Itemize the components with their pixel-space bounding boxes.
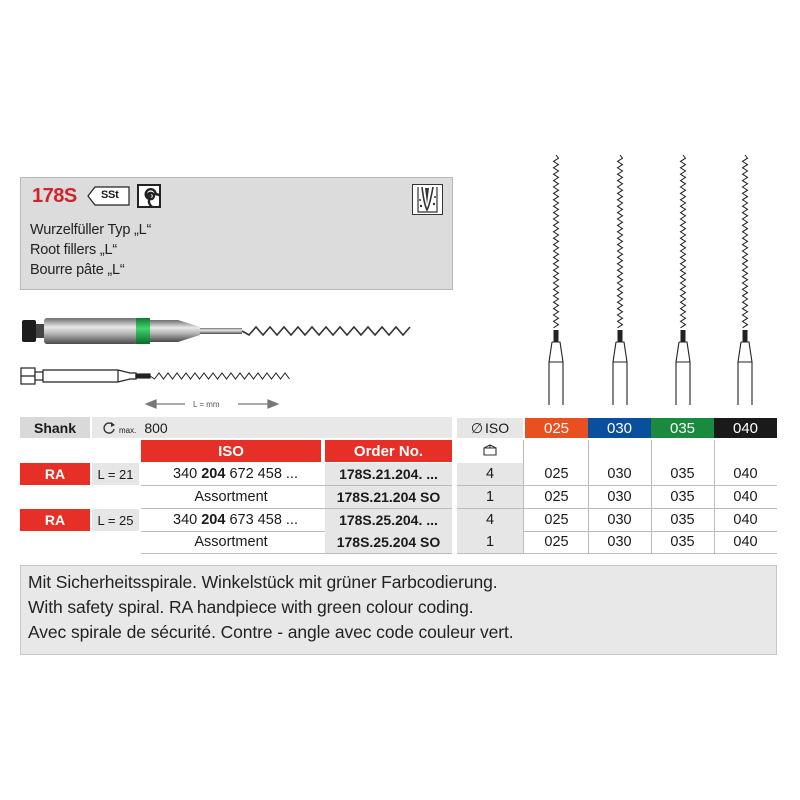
working-length: L = 21 [92,463,139,485]
instrument-drawing [21,368,150,384]
photo-spiral [242,327,410,335]
size-value: 035 [670,489,695,505]
size-value: 040 [733,534,758,550]
iso-number-part: 204 [201,512,226,528]
iso-number-part: Assortment [194,489,268,505]
size-color-header: 030 [588,418,651,438]
order-number: 178S.21.204. ... [325,463,452,485]
iso-number-part: 673 458 ... [225,512,298,528]
product-name-de: Wurzelfüller Typ „L“ [30,222,152,238]
size-value: 040 [733,489,758,505]
order-number: 178S.21.204 SO [325,486,452,508]
row-divider [141,553,452,554]
size-filler-drawing [676,155,690,405]
iso-size-header [457,418,523,438]
size-filler-drawing [613,155,627,405]
drawing-spiral [150,373,290,379]
size-value: 030 [607,512,632,528]
size-value: 035 [670,466,695,482]
note-fr: Avec spirale de sécurité. Contre - angle avec code couleur vert. [28,622,514,642]
package-icon [457,440,523,460]
order-number: 178S.25.204. ... [325,509,452,531]
column-divider [523,440,524,553]
working-length: L = 25 [92,509,139,531]
size-filler-drawing [549,155,563,405]
iso-number-part: 340 [173,466,202,482]
size-value: 025 [544,489,569,505]
iso-number [141,531,321,553]
pack-quantity: 1 [457,531,523,553]
size-value: 035 [670,534,695,550]
size-fillers [549,155,752,405]
iso-number [141,509,321,531]
rpm-max-value: 800 [144,419,168,436]
product-name-fr: Bourre pâte „L“ [30,262,125,278]
size-value: 030 [607,489,632,505]
length-dimension-label: L = mm [193,400,220,409]
product-name-en: Root fillers „L“ [30,242,118,258]
instrument-photo [22,318,242,344]
iso-number [141,463,321,485]
iso-number-part: 204 [201,466,226,482]
size-color-header: 040 [714,418,777,438]
size-value: 040 [733,512,758,528]
size-value: 025 [544,512,569,528]
rpm-max-cell [92,417,452,438]
size-value: 025 [544,466,569,482]
diameter-icon: ∅ [470,419,484,436]
iso-size-header-label: ISO [485,420,510,436]
shank-header: Shank [20,417,90,438]
size-value: 035 [670,512,695,528]
size-color-header: 025 [525,418,588,438]
pack-quantity: 4 [457,509,523,531]
pack-quantity: 1 [457,486,523,508]
size-color-header: 035 [651,418,714,438]
order-column-header: Order No. [325,440,452,462]
pack-quantity: 4 [457,463,523,485]
order-number: 178S.25.204 SO [325,531,452,553]
size-value: 025 [544,534,569,550]
size-value: 030 [607,534,632,550]
note-de: Mit Sicherheitsspirale. Winkelstück mit grüner Farbcodierung. [28,572,498,592]
material-badge-label: SSt [101,189,119,201]
size-value: 030 [607,466,632,482]
size-value: 040 [733,466,758,482]
note-en: With safety spiral. RA handpiece with green colour coding. [28,597,474,617]
row-divider [457,553,777,554]
iso-column-header: ISO [141,440,321,462]
iso-number-part: Assortment [194,534,268,550]
product-code: 178S [32,185,77,207]
iso-number-part: 340 [173,512,202,528]
rotation-icon [102,421,116,435]
shank-type-badge: RA [20,463,90,485]
rpm-max-sub: max. [119,426,137,435]
shank-type-badge: RA [20,509,90,531]
size-filler-drawing [738,155,752,405]
iso-number [141,486,321,508]
iso-number-part: 672 458 ... [225,466,298,482]
instrument-illustrations [0,140,800,420]
